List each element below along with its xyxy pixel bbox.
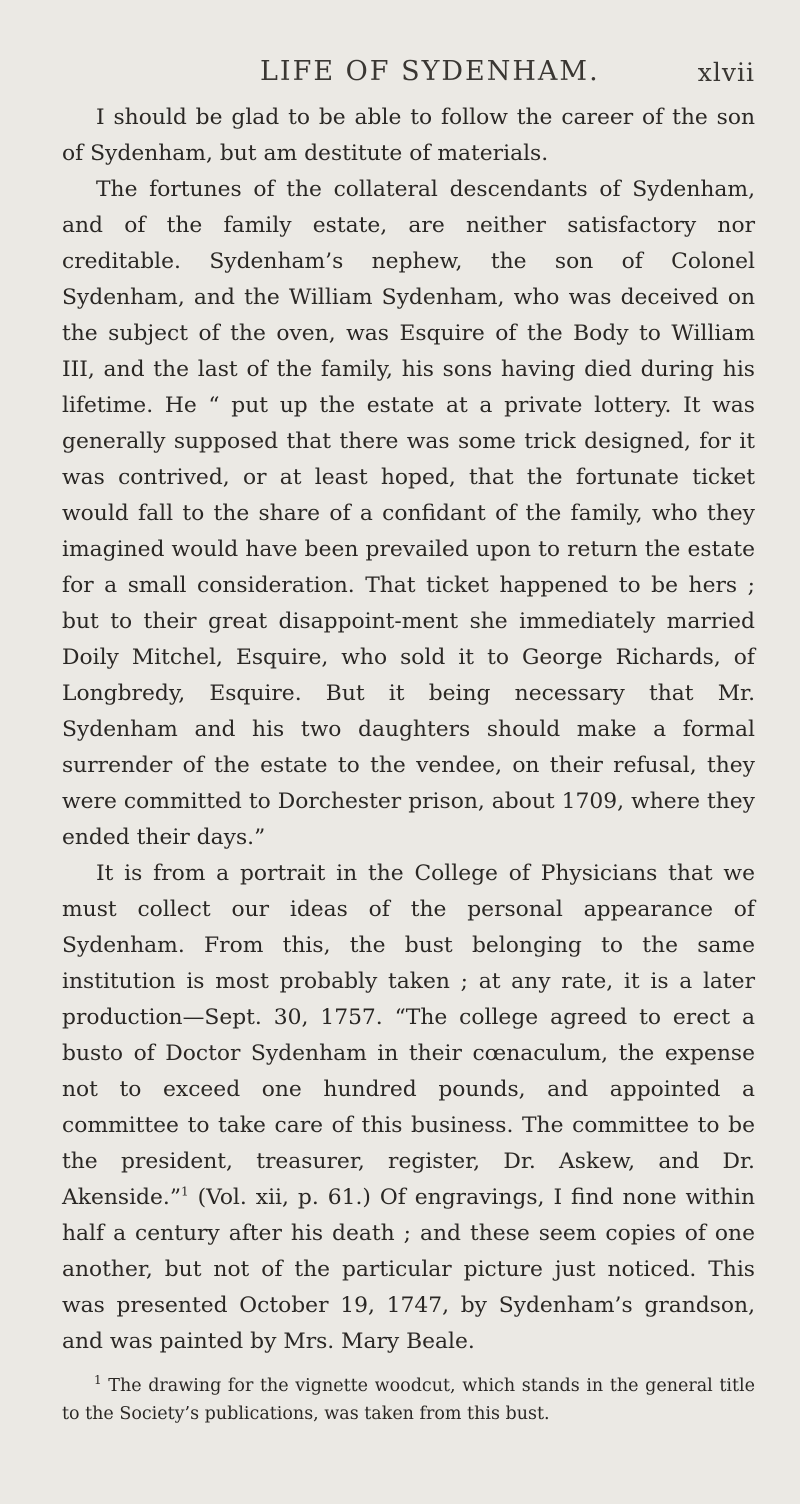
footnote-marker: 1 [94, 1373, 102, 1388]
footnote [62, 1372, 755, 1428]
footnote-text: The drawing for the vignette woodcut, which stands in the general title to the Society’s publications, was taken from this bust. [62, 1376, 755, 1424]
running-title: LIFE OF SYDENHAM. [260, 56, 600, 87]
body-text [62, 100, 755, 1360]
paragraph-1: I should be glad to be able to follow the career of the son of Sydenham, but am destitute of materials. [62, 105, 755, 166]
paragraph-3-text-after-note: (Vol. xii, p. 61.) Of engravings, I find none within half a century after his death ; and these seem copies of one another, but not of the particular picture just noticed. This was presented October 19, 1747, by Sydenham’s grandson, and was painted by Mrs. Mary Beale. [62, 1185, 755, 1354]
book-page [0, 56, 800, 1504]
page-number: xlvii [697, 58, 755, 87]
paragraph-2: The fortunes of the collateral descendants of Sydenham, and of the family estate, are neither satisfactory nor creditable. Sydenham’s nephew, the son of Colonel Sydenham, and the William Sydenham, who was deceived on the subject of the oven, was Esquire of the Body to William III, and the last of the family, his sons having died during his lifetime. He “ put up the estate at a private lottery. It was generally supposed that there was some trick designed, for it was contrived, or at least hoped, that the fortunate ticket would fall to the share of a confidant of the family, who they imagined would have been prevailed upon to return the estate for a small consideration. That ticket happened to be hers ; but to their great disappoint-ment she immediately married Doily Mitchel, Esquire, who sold it to George Richards, of Longbredy, Esquire. But it being necessary that Mr. Sydenham and his two daughters should make a formal surrender of the estate to the vendee, on their refusal, they were committed to Dorchester prison, about 1709, where they ended their days.” [62, 177, 755, 850]
paragraph-3-text-before-note: It is from a portrait in the College of Physicians that we must collect our ideas of the personal appearance of Sydenham. From this, the bust belonging to the same institution is most probably taken ; at any rate, it is a later production—Sept. 30, 1757. “The college agreed to erect a busto of Doctor Sydenham in their cœnaculum, the expense not to exceed one hundred pounds, and appointed a committee to take care of this business. The committee to be the president, treasurer, register, Dr. Askew, and Dr. Akenside.” [62, 861, 755, 1210]
running-head [62, 56, 755, 100]
footnote-reference: 1 [180, 1184, 189, 1199]
paragraph-3 [62, 856, 755, 1360]
